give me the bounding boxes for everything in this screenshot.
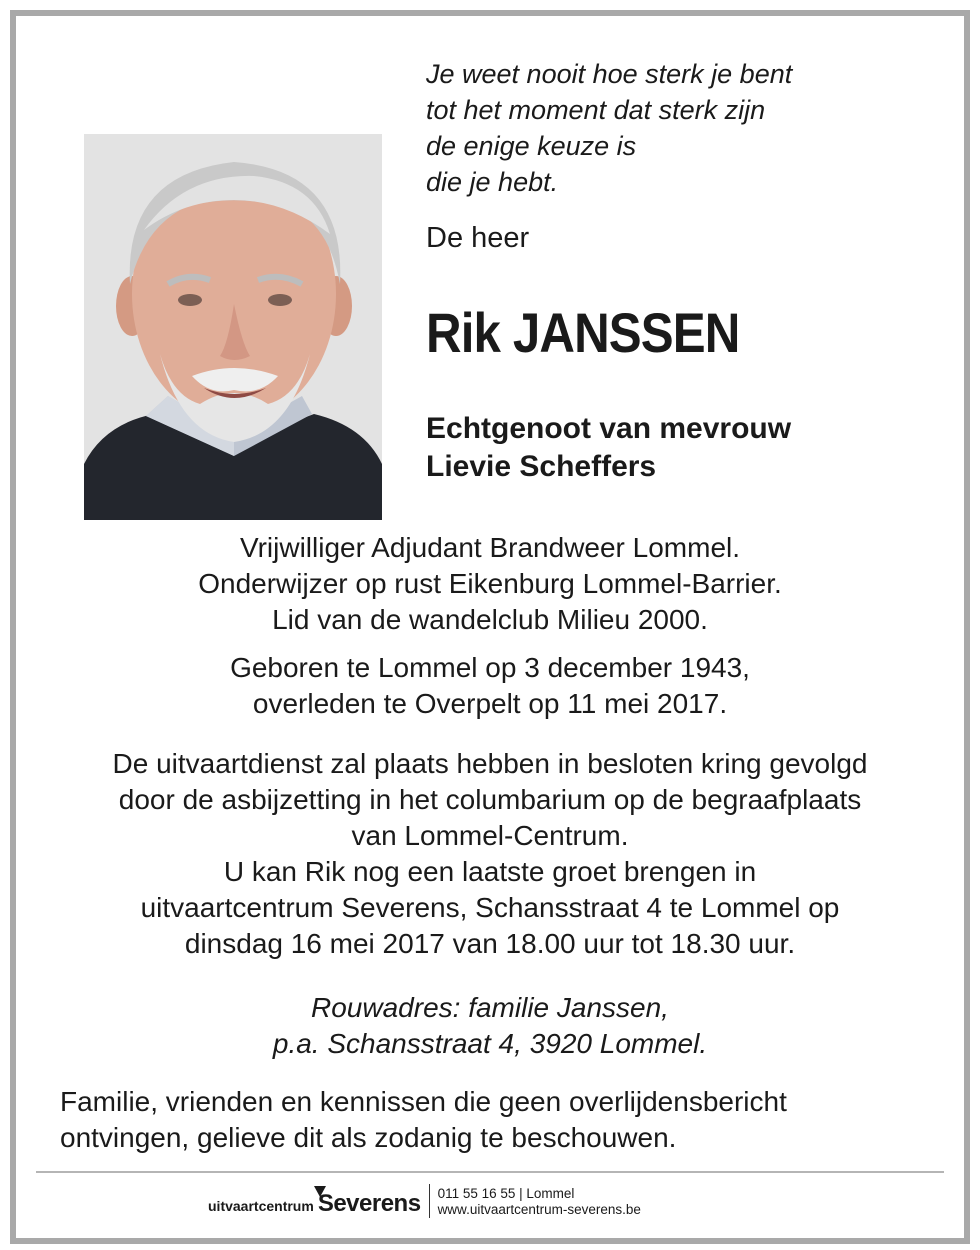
contact-info	[438, 1186, 641, 1220]
service-line: uitvaartcentrum Severens, Schansstraat 4 te Lommel op	[140, 892, 840, 923]
date-line: overleden te Overpelt op 11 mei 2017.	[252, 688, 728, 719]
dates-block	[40, 650, 940, 722]
funeral-home-logo	[208, 1192, 421, 1220]
role-line: Onderwijzer op rust Eikenburg Lommel-Barrier.	[198, 568, 782, 599]
service-line: dinsdag 16 mei 2017 van 18.00 uur tot 18.30 uur.	[184, 928, 796, 959]
poem	[426, 56, 792, 200]
phone-line: 011 55 16 55 | Lommel	[437, 1186, 575, 1201]
notice-block	[60, 1084, 787, 1156]
condolence-address	[40, 990, 940, 1062]
address-line: Rouwadres: familie Janssen,	[311, 992, 669, 1023]
roles-block	[40, 530, 940, 638]
deceased-name: Rik JANSSEN	[426, 301, 740, 364]
spouse-line: Lievie Scheffers	[426, 450, 657, 483]
logo-prefix: uitvaartcentrum	[208, 1198, 314, 1214]
poem-line: Je weet nooit hoe sterk je bent	[426, 59, 793, 89]
spouse-line: Echtgenoot van mevrouw	[426, 412, 792, 445]
triangle-mark-icon	[314, 1186, 326, 1197]
address-line: p.a. Schansstraat 4, 3920 Lommel.	[272, 1028, 708, 1059]
honorific: De heer	[426, 222, 530, 254]
spouse-info	[426, 410, 791, 486]
service-line: U kan Rik nog een laatste groet brengen in	[223, 856, 757, 887]
footer-divider	[36, 1171, 944, 1173]
notice-line: Familie, vrienden en kennissen die geen overlijdensbericht	[60, 1086, 787, 1117]
logo-brand: Severens	[317, 1190, 421, 1217]
poem-line: de enige keuze is	[426, 131, 637, 161]
service-block	[40, 746, 940, 962]
service-line: van Lommel-Centrum.	[351, 820, 629, 851]
footer-separator	[429, 1184, 430, 1218]
service-line: De uitvaartdienst zal plaats hebben in besloten kring gevolgd	[112, 748, 868, 779]
poem-line: tot het moment dat sterk zijn	[426, 95, 766, 125]
website-link[interactable]: www.uitvaartcentrum-severens.be	[437, 1202, 641, 1217]
notice-line: ontvingen, gelieve dit als zodanig te beschouwen.	[60, 1122, 677, 1153]
role-line: Vrijwilliger Adjudant Brandweer Lommel.	[239, 532, 741, 563]
role-line: Lid van de wandelclub Milieu 2000.	[272, 604, 708, 635]
date-line: Geboren te Lommel op 3 december 1943,	[230, 652, 750, 683]
service-line: door de asbijzetting in het columbarium op de begraafplaats	[118, 784, 862, 815]
portrait-photo	[84, 134, 382, 520]
poem-line: die je hebt.	[426, 167, 559, 197]
footer	[208, 1180, 641, 1220]
